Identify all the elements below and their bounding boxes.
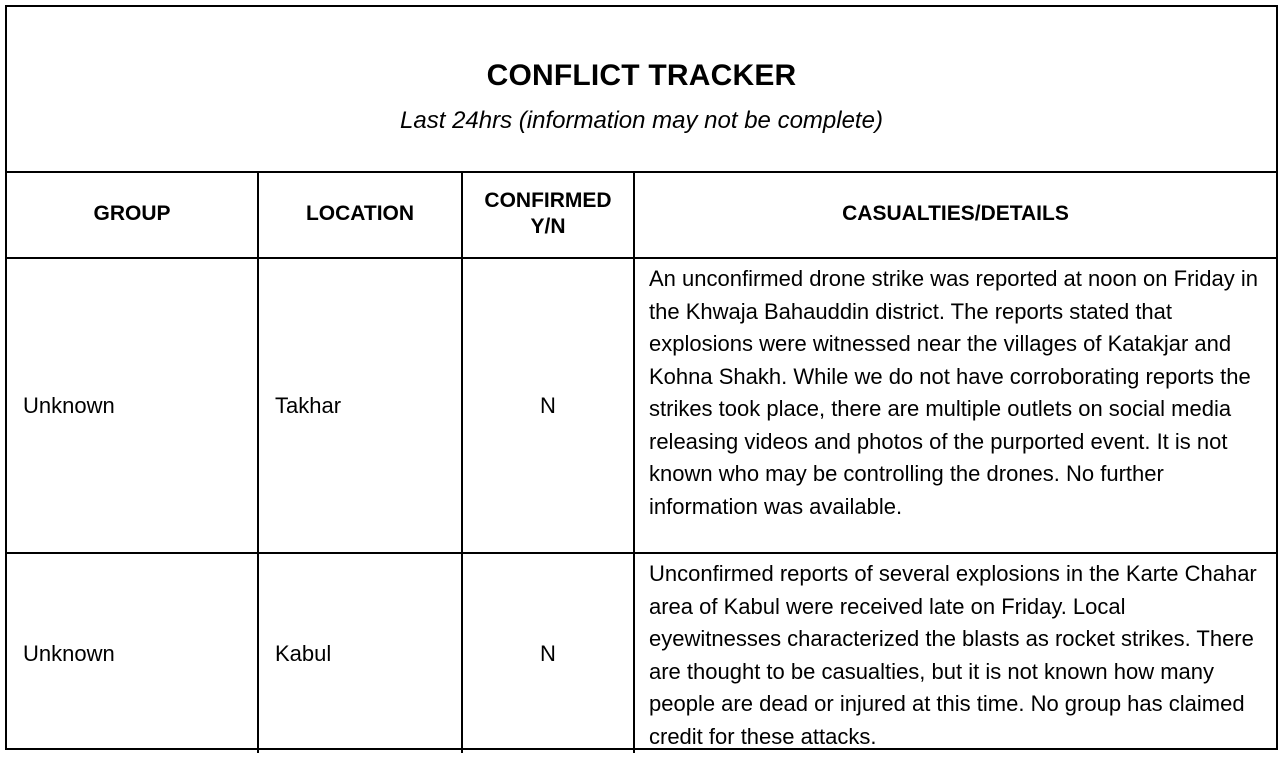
cell-confirmed: N bbox=[462, 258, 634, 553]
page-title: CONFLICT TRACKER bbox=[486, 59, 797, 92]
page-subtitle: Last 24hrs (information may not be complete) bbox=[400, 107, 883, 134]
cell-details: Unconfirmed reports of several explosions in the Karte Chahar area of Kabul were received late on Friday. Local eyewitnesses characterized the blasts as rocket strikes. There are thought to be casualties, but it is not known how many people are dead or injured at this time. No group has claimed credit for these attacks. bbox=[634, 553, 1276, 753]
conflict-tracker bbox=[5, 5, 1278, 750]
column-header-confirmed-line2: Y/N bbox=[530, 215, 566, 238]
cell-group: Unknown bbox=[7, 258, 258, 553]
table-row bbox=[7, 553, 1276, 753]
cell-location: Kabul bbox=[258, 553, 462, 753]
cell-details: An unconfirmed drone strike was reported at noon on Friday in the Khwaja Bahauddin district. The reports stated that explosions were witnessed near the villages of Katakjar and Kohna Shakh. While we do not have corroborating reports the strikes took place, there are multiple outlets on social media releasing videos and photos of the purported event. It is not known who may be controlling the drones. No further information was available. bbox=[634, 258, 1276, 553]
column-header-confirmed-line1: CONFIRMED bbox=[484, 188, 612, 212]
column-header-group: GROUP bbox=[7, 171, 258, 258]
table-row bbox=[7, 258, 1276, 553]
conflict-table bbox=[7, 171, 1276, 753]
title-block bbox=[7, 7, 1276, 173]
cell-group: Unknown bbox=[7, 553, 258, 753]
column-header-location: LOCATION bbox=[258, 171, 462, 258]
column-header-details: CASUALTIES/DETAILS bbox=[634, 171, 1276, 258]
cell-confirmed: N bbox=[462, 553, 634, 753]
cell-location: Takhar bbox=[258, 258, 462, 553]
header-row bbox=[7, 171, 1276, 258]
column-header-confirmed bbox=[462, 171, 634, 258]
